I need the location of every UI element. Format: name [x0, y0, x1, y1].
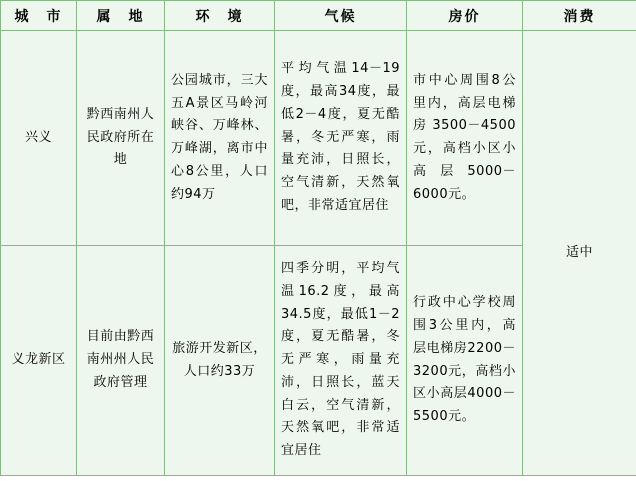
cell-environment: 公园城市，三大五A景区马岭河峡谷、万峰林、万峰湖，离市中心8公里，人口约94万 — [165, 31, 275, 246]
column-header-housing-price: 房价 — [407, 1, 523, 31]
table-row — [1, 31, 636, 246]
cell-belonging: 黔西南州人民政府所在地 — [77, 31, 165, 246]
cell-environment: 旅游开发新区，人口约33万 — [165, 246, 275, 476]
column-header-climate: 气候 — [275, 1, 407, 31]
cell-city-name: 义龙新区 — [1, 246, 77, 476]
cell-housing-price: 市中心周围8公里内，高层电梯房3500－4500元，高档小区小高层5000－6000元。 — [407, 31, 523, 246]
column-header-consumption: 消费 — [523, 1, 636, 31]
column-header-city: 城 市 — [1, 1, 77, 31]
cell-city-name: 兴义 — [1, 31, 77, 246]
cell-climate: 平均气温14－19度，最高34度，最低2－4度，夏无酷暑，冬无严寒，雨量充沛，日照长，空气清新，天然氧吧，非常适宜居住 — [275, 31, 407, 246]
cell-housing-price: 行政中心学校周围3公里内，高层电梯房2200－3200元，高档小区小高层4000－5500元。 — [407, 246, 523, 476]
column-header-environment: 环 境 — [165, 1, 275, 31]
cell-climate: 四季分明，平均气温16.2度，最高34.5度，最低1－2度，夏无酷暑，冬无严寒，雨量充沛，日照长，蓝天白云，空气清新，天然氧吧，非常适宜居住 — [275, 246, 407, 476]
cell-belonging: 目前由黔西南州州人民政府管理 — [77, 246, 165, 476]
column-header-belonging: 属 地 — [77, 1, 165, 31]
table-header-row — [1, 1, 636, 31]
cell-consumption: 适中 — [523, 31, 636, 476]
